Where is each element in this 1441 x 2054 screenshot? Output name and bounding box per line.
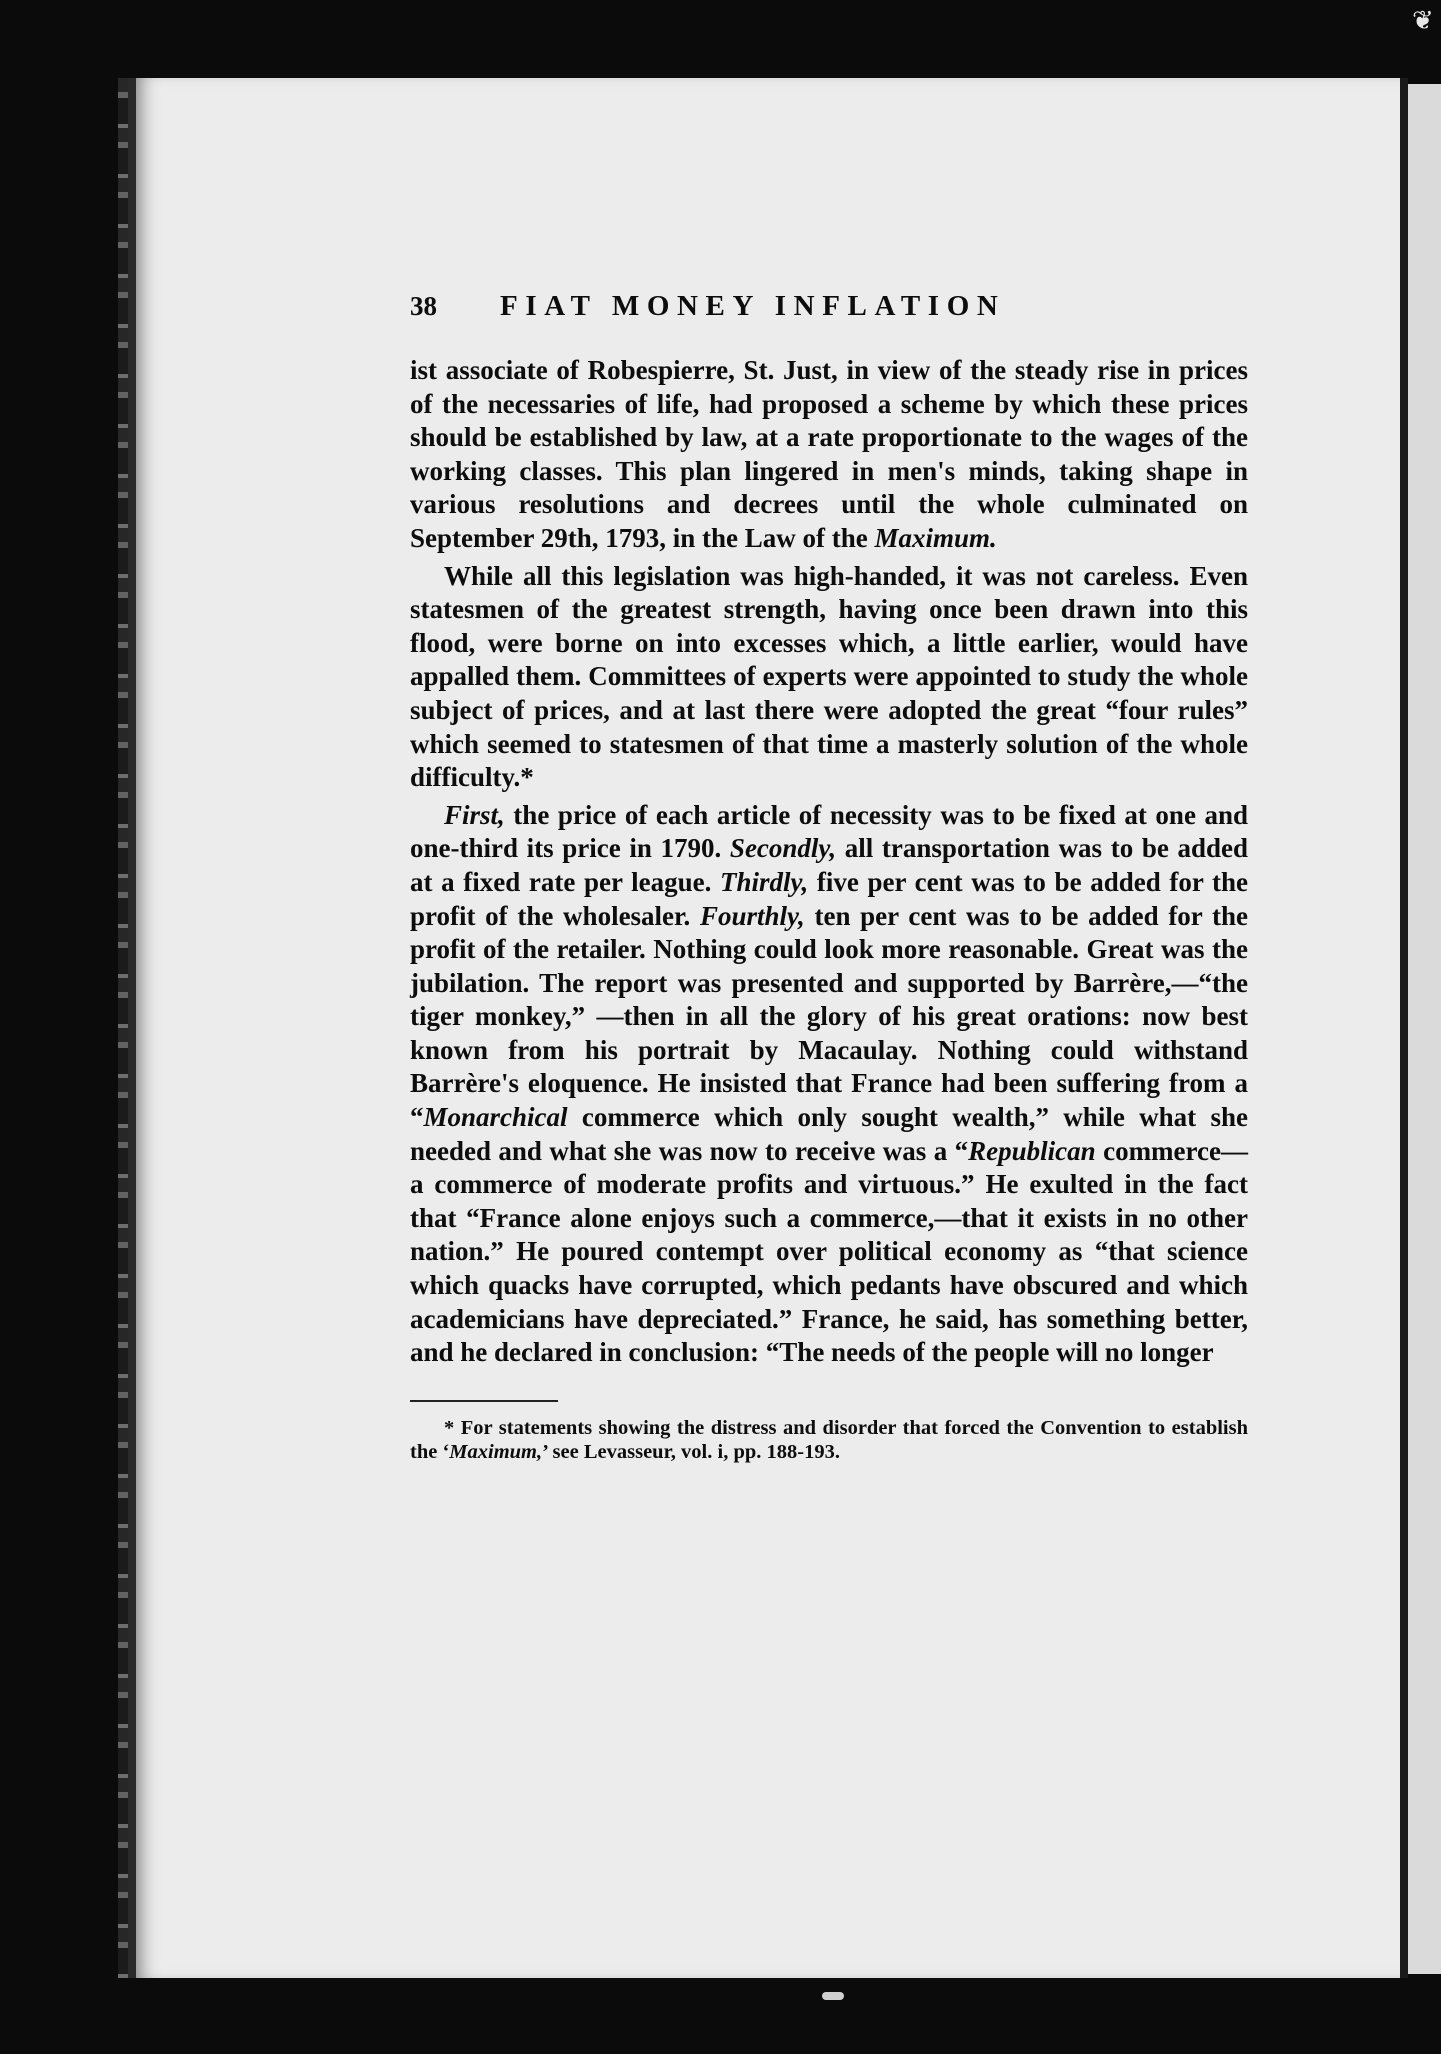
paragraph-3-text-a: the price of each article of necessity was to be fixed at one and one-third its price in 1790. [410,799,1248,864]
body-text [410,354,1248,1370]
footnote-maximum-italic: Maximum, [449,1440,543,1463]
running-head [410,290,1248,332]
paragraph-3-text-c: five per cent was to be added for the profit of the wholesaler. [410,866,1248,931]
monarchical-italic: Monarchical [423,1102,568,1133]
footnote [410,1416,1248,1464]
secondly-italic: Secondly, [729,833,837,864]
footnote-text-a: * For statements showing the distress and disorder that forced the Convention to establish the ‘ [410,1416,1248,1463]
text-block [410,290,1248,1464]
paragraph-3-text-e: commerce which only sought wealth,” while what she needed and what she was now to receive was a “ [410,1102,1248,1166]
first-italic: First, [444,799,505,830]
paragraph-3-text-d: ten per cent was to be added for the profit of the retailer. Nothing could look more reasonable. Great was the jubilation. The report was presented and supported by Barrère,—“the tiger monkey,” —then in all the glory of his great orations: now best known from his portrait by Macaulay. Nothing could withstand Barrère's eloquence. He insisted that France had been suffering from a “ [410,900,1248,1133]
thirdly-italic: Thirdly, [720,866,809,897]
paragraph-2-text: While all this legislation was high-handed, it was not careless. Even statesmen of the greatest strength, having once been drawn into this flood, were borne on into excesses which, a little earlier, would have appalled them. Committees of experts were appointed to study the whole subject of prices, and at last there were adopted the great “four rules” which seemed to statesmen of that time a masterly solution of the whole difficulty.* [410,560,1248,793]
page-number: 38 [410,291,437,321]
page-gutter [1400,78,1408,1978]
paragraph-1 [410,354,1248,556]
republican-italic: Republican [968,1135,1096,1166]
footnote-text-b: ’ see Levasseur, vol. i, pp. 188-193. [542,1440,840,1463]
facing-page-edge [1408,84,1441,1974]
paragraph-3-text-b: all transportation was to be added at a fixed rate per league. [410,833,1248,897]
running-title: FIAT MONEY INFLATION [500,290,1006,322]
fourthly-italic: Fourthly, [700,900,805,931]
paragraph-3-text-f: commerce—a commerce of moderate profits and virtuous.” He exulted in the fact that “France alone enjoys such a commerce,—that it exists in no other nation.” He poured contempt over political economy as “that science which quacks have corrupted, which pedants have obscured and which academicians have depreciated.” France, he said, has something better, and he declared in conclusion: “The needs of the people will no longer [410,1135,1249,1368]
footnote-rule [410,1400,558,1402]
corner-mark: ❦ [1412,6,1434,36]
paragraph-1-text: ist associate of Robespierre, St. Just, in view of the steady rise in prices of the necessaries of life, had proposed a scheme by which these prices should be established by law, at a rate proportionate to the wages of the working classes. This plan lingered in men's minds, taking shape in various resolutions and decrees until the whole culminated on September 29th, 1793, in the Law of the [410,355,1248,553]
paragraph-3 [410,799,1248,1370]
scan-speck [822,1992,844,2000]
paragraph-2 [410,560,1248,795]
maximum-italic: Maximum. [874,522,997,553]
